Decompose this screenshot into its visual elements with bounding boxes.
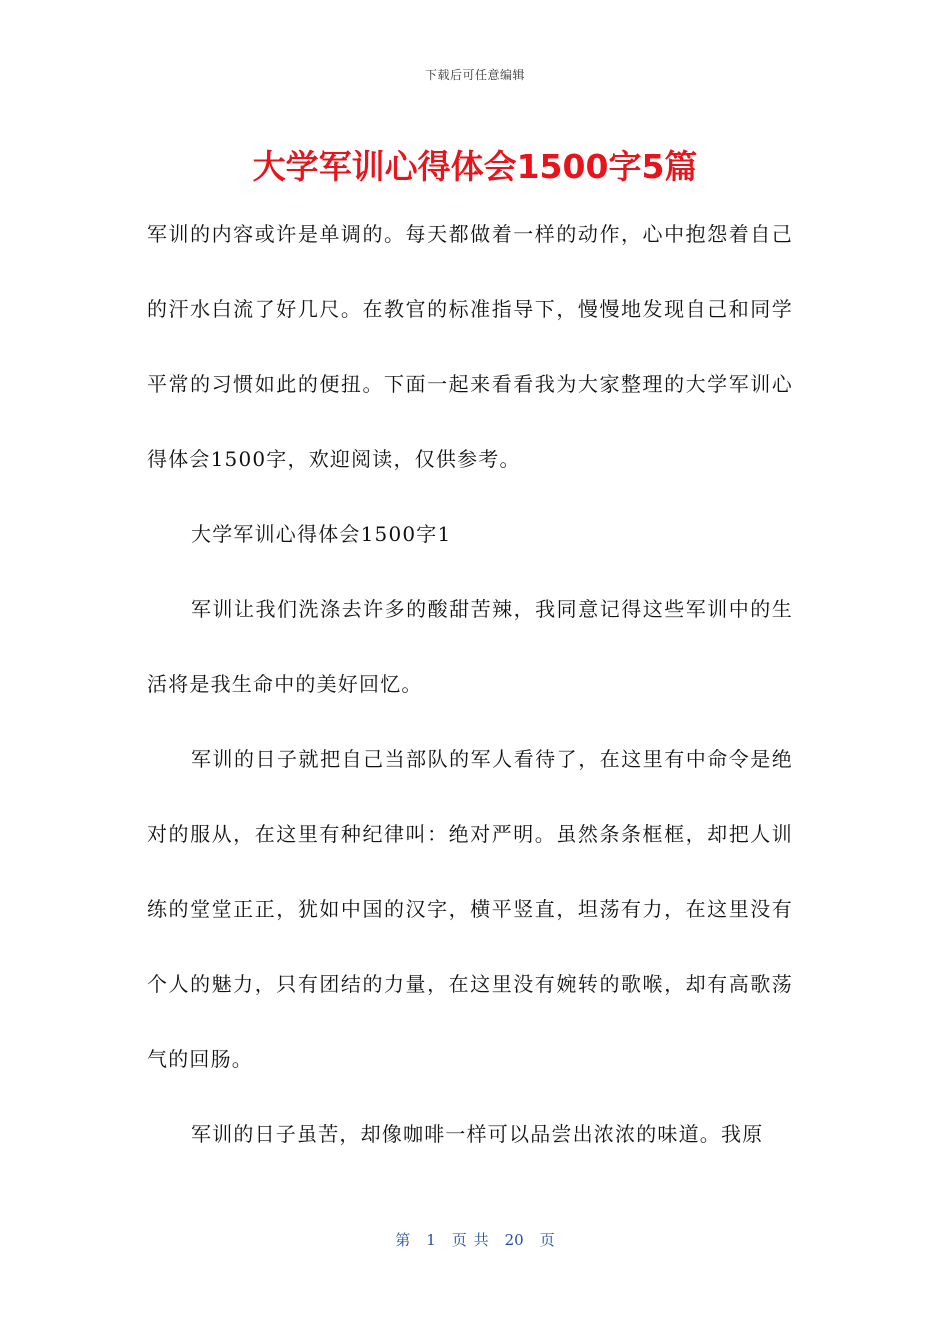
footer-current-page: 1 xyxy=(426,1231,436,1249)
body-paragraph: 军训的日子就把自己当部队的军人看待了，在这里有中命令是绝对的服从，在这里有种纪律叫：绝对严明。虽然条条框框，却把人训练的堂堂正正，犹如中国的汉字，横平竖直，坦荡有力，在这里没有个人的魅力，只有团结的力量，在这里没有婉转的歌喉，却有高歌荡气的回肠。 xyxy=(147,747,793,1071)
section-heading: 大学军训心得体会1500字1 xyxy=(191,522,452,546)
document-body xyxy=(147,197,793,1172)
footer-total-pages: 20 xyxy=(504,1231,524,1249)
body-paragraph: 军训让我们洗涤去许多的酸甜苦辣，我同意记得这些军训中的生活将是我生命中的美好回忆。 xyxy=(147,597,793,696)
footer-middle: 页 共 xyxy=(451,1231,489,1249)
page-header-note: 下载后可任意编辑 xyxy=(424,68,525,82)
page-footer xyxy=(0,1229,950,1250)
footer-suffix: 页 xyxy=(539,1231,555,1249)
body-paragraph: 军训的日子虽苦，却像咖啡一样可以品尝出浓浓的味道。我原 xyxy=(191,1122,764,1146)
intro-paragraph: 军训的内容或许是单调的。每天都做着一样的动作，心中抱怨着自己的汗水白流了好几尺。在教官的标准指导下，慢慢地发现自己和同学平常的习惯如此的便扭。下面一起来看看我为大家整理的大学军训心得体会1500字，欢迎阅读，仅供参考。 xyxy=(147,222,793,471)
document-title: 大学军训心得体会1500字5篇 xyxy=(252,147,698,186)
footer-prefix: 第 xyxy=(395,1231,411,1249)
